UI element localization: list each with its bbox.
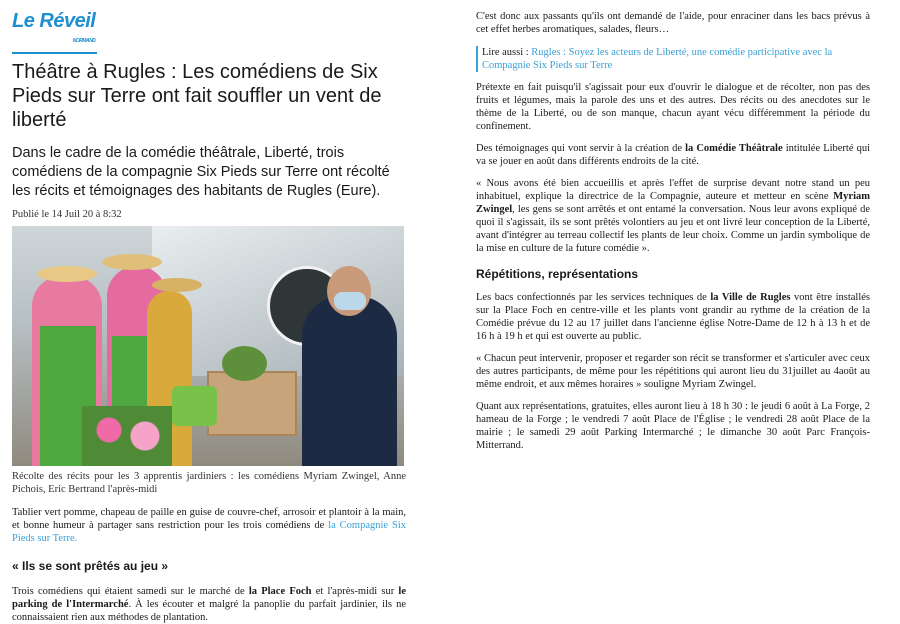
photo-caption: Récolte des récits pour les 3 apprentis jardiniers : les comédiens Myriam Zwingel, Anne Pichois, Eric Bertrand l'après-midi [12,471,406,495]
masked-man [302,296,397,466]
paragraph-1-text: Tablier vert pomme, chapeau de paille en guise de couvre-chef, arrosoir et plantoir à la main, et bonne humeur à partager sans restriction pour les trois comédiens de [12,507,406,531]
ville-de-rugles: la Ville de Rugles [710,292,791,303]
p2-e: . À les écouter et malgré la panoplie du parfait jardinier, ils ne connaissaient rien aux méthodes de plantation. [12,599,406,623]
compagnie-link[interactable]: la Compagnie Six Pieds sur Terre. [12,520,406,544]
flowers [82,406,172,466]
r4-c: , les gens se sont arrêtés et ont entamé la conversation. Nous leur avons expliqué de quoi il s'agissait, ils se sont prêtés volontiers au jeu et ont livré leur conception de la Liberté, avant d'intégrer au terreau collectif les plants de leur choix. Comme un jardin symbolique de la mise en culture de la future comédie ». [476,204,870,254]
comedie-theatrale: la Comédie Théâtrale [685,143,783,154]
read-also [476,46,870,72]
read-also-label: Lire aussi : [482,47,532,58]
site-logo[interactable] [12,10,97,54]
read-also-link[interactable]: Rugles : Soyez les acteurs de Liberté, une comédie participative avec la Compagnie Six Pieds sur Terre [482,47,833,71]
r5-a: Les bacs confectionnés par les services techniques de [476,292,711,303]
paragraph-r4 [476,177,870,255]
paragraph-r5 [476,291,870,343]
article-headline: Théâtre à Rugles : Les comédiens de Six Pieds sur Terre ont fait souffler un vent de liberté [12,61,382,131]
r3-a: Des témoignages qui vont servir à la création de [476,143,686,154]
paragraph-r7: Quant aux représentations, gratuites, elles auront lieu à 18 h 30 : le jeudi 6 août à La Forge, 2 hameau de la Forge ; le vendredi 7 août Place de l'Église ; le vendredi 28 août Place de la mairie ; le samedi 29 août Parking Intermarché ; le dimanche 30 août Parc François-Mitterrand. [476,401,870,451]
r3-c: intitulée Liberté qui va se jouer en août dans différents endroits de la cité. [476,143,871,167]
logo-subtitle: NORMAND [72,38,96,44]
p2-c: et l'après-midi sur [311,586,399,597]
paragraph-r2: Prétexte en fait puisqu'il s'agissait pour eux d'ouvrir le dialogue et de récolter, non pas des fruits et légumes, mais la parole des uns et des autres. Des récits ou des anecdotes sur le thème de la Liberté, ou de son manque, chacun ayant vécu différemment la période du confinement. [476,82,870,132]
face-mask [334,292,366,310]
subhead-repetitions: Répétitions, représentations [476,267,639,281]
r5-c: vont être installés sur la Place Foch en centre-ville et les plants vont grandir au rythme de la création de la Comédie prévue du 12 au 17 juillet dans l'ancienne église Notre-Dame de 12 h à 13 h et de 16 h à 19 h et qui est ouverte au public. [476,292,870,342]
watering-can [172,386,217,426]
article-lede: Dans le cadre de la comédie théâtrale, Liberté, trois comédiens de la compagnie Six Pieds sur Terre ont récolté les récits et témoignages des habitants de Rugles (Eure). [12,145,390,199]
place-foch: la Place Foch [248,586,312,597]
paragraph-r1: C'est donc aux passants qu'ils ont demandé de l'aide, pour enraciner dans les bacs prévus à cet effet herbes aromatiques, salades, fleurs… [476,11,870,35]
logo-text: Le Réveil [12,10,96,32]
plant [222,346,267,381]
left-column [12,10,406,624]
paragraph-1 [12,506,406,545]
right-column [476,10,870,452]
paragraph-2 [12,585,406,624]
myriam-zwingel: Myriam Zwingel [476,191,870,215]
r4-a: « Nous avons été bien accueillis et après l'effet de surprise devant notre stand un peu inhabituel, explique la directrice de la Compagnie, auteure et metteur en scène [476,178,870,202]
publish-date: Publié le 14 Juil 20 à 8:32 [12,209,122,220]
paragraph-r3 [476,142,870,168]
planter-box [207,371,297,436]
p2-a: Trois comédiens qui étaient samedi sur le marché de [12,586,249,597]
parking-intermarche: le parking de l'Intermarché [12,586,406,610]
straw-hat-2 [102,254,162,270]
article-photo [12,226,404,466]
paragraph-r6: « Chacun peut intervenir, proposer et regarder son récit se transformer et s'articuler avec ceux des autres participants, de même pour les répétitions qui auront lieu du 31juillet au 4août au même endroit, et aux mêmes horaires » souligne Myriam Zwingel. [476,353,870,390]
straw-hat-1 [37,266,97,282]
straw-hat-3 [152,278,202,292]
subhead-jeu: « Ils se sont prêtés au jeu » [12,559,169,573]
